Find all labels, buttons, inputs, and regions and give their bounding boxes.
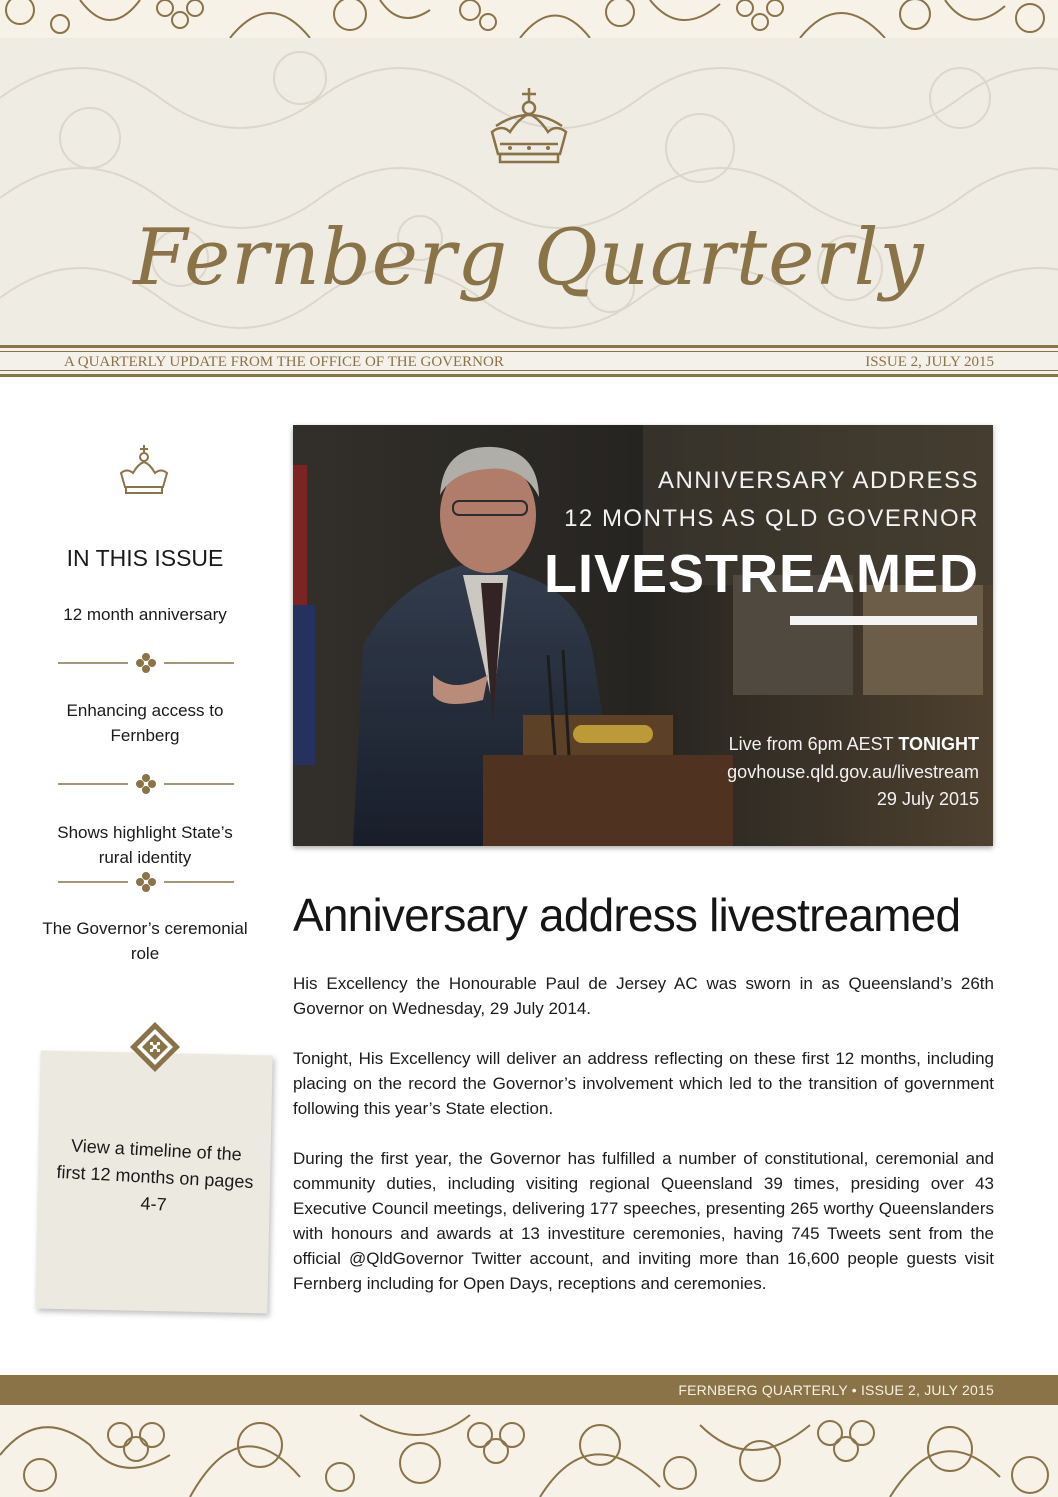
diamond-emblem-icon: [129, 1021, 181, 1073]
article-headline: Anniversary address livestreamed: [293, 889, 961, 941]
overlay-url[interactable]: govhouse.qld.gov.au/livestream: [727, 762, 979, 782]
overlay-date: 29 July 2015: [876, 789, 979, 809]
contents-item[interactable]: 12 month anniversary: [63, 605, 227, 624]
overlay-line-1: ANNIVERSARY ADDRESS: [657, 467, 979, 494]
overlay-line-2: 12 MONTHS AS QLD GOVERNOR: [564, 505, 979, 532]
live-time-tonight: TONIGHT: [898, 734, 979, 754]
publication-title: Fernberg Quarterly: [133, 213, 925, 303]
contents-item[interactable]: Enhancing access to Fernberg: [66, 701, 224, 745]
bottom-ornamental-border: [0, 1405, 1058, 1497]
top-ornamental-border: [0, 0, 1058, 38]
crown-icon: [486, 86, 572, 172]
feature-image: [293, 425, 993, 846]
article-paragraph: During the first year, the Governor has fulfilled a number of constitutional, ceremonial and community duties, including visiting regional Queensland 39 times, presiding over 43 Executive Council meetings, delivering 177 speeches, presenting 265 worthy Queenslanders with honours and awards at 13 investiture ceremonies, having 745 Tweets sent from the official @QldGovernor Twitter account, and inviting more than 16,600 people guests visit Fernberg including for Open Days, receptions and ceremonies.: [293, 1149, 994, 1293]
contents-item[interactable]: The Governor’s ceremonial role: [42, 919, 248, 963]
article-paragraph: His Excellency the Honourable Paul de Jersey AC was sworn in as Queensland’s 26th Governor on Wednesday, 29 July 2014.: [293, 974, 994, 1018]
masthead-subtitle-bar: [0, 345, 1058, 377]
crown-icon: [117, 443, 171, 497]
overlay-live-time: [729, 734, 979, 755]
cross-ornament-icon: [58, 652, 234, 674]
contents-item[interactable]: Shows highlight State’s rural identity: [57, 823, 233, 867]
publication-subtitle: A QUARTERLY UPDATE FROM THE OFFICE OF THE GOVERNOR: [64, 354, 504, 370]
footer-bar: [0, 1375, 1058, 1405]
footer-text: FERNBERG QUARTERLY • ISSUE 2, JULY 2015: [678, 1382, 994, 1398]
cross-ornament-icon: [58, 773, 234, 795]
live-time-prefix: Live from 6pm AEST: [728, 734, 899, 754]
article-paragraph: Tonight, His Excellency will deliver an address reflecting on these first 12 months, including placing on the record the Governor’s involvement which led to the transition of government following this year’s State election.: [293, 1049, 994, 1118]
overlay-livestreamed: LIVESTREAMED: [543, 544, 979, 604]
timeline-note-text: View a timeline of the first 12 months on pages 4-7: [56, 1135, 254, 1215]
overlay-rule: [790, 616, 977, 625]
masthead: [0, 38, 1058, 345]
issue-label: ISSUE 2, JULY 2015: [865, 354, 994, 370]
contents-heading: IN THIS ISSUE: [66, 545, 224, 571]
cross-ornament-icon: [58, 871, 234, 893]
